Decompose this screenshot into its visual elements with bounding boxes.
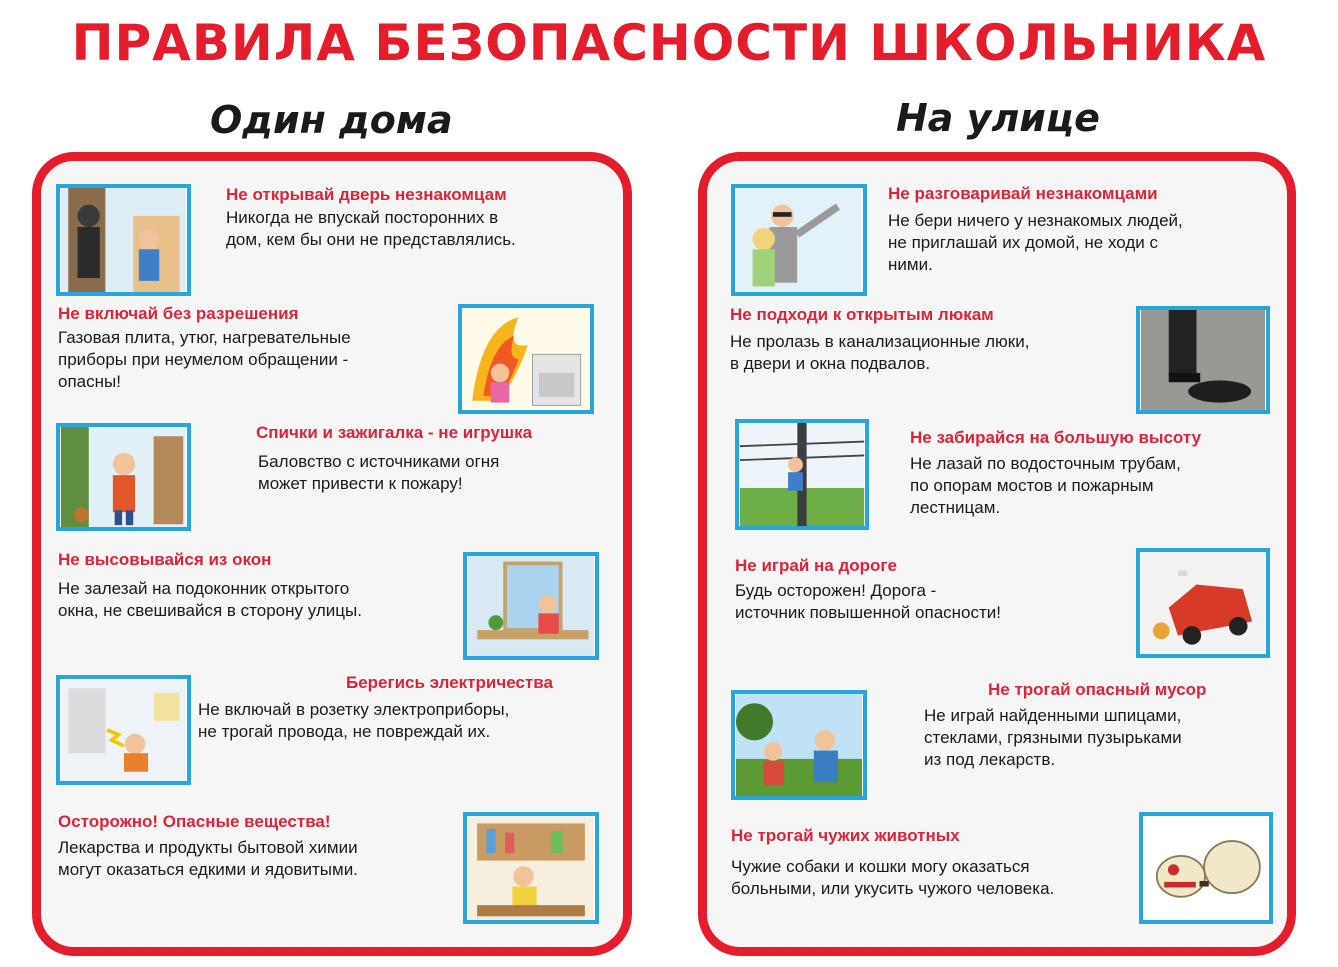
rule-text: Не играй найденными шпицами, стеклами, грязными пузырьками из под лекарств. [924,706,1182,769]
rule-title: Осторожно! Опасные вещества! [58,812,331,831]
stranger-street-icon [731,184,867,296]
page-title: ПРАВИЛА БЕЗОПАСНОСТИ ШКОЛЬНИКА [71,14,1267,72]
rule-title: Не разговаривай незнакомцами [888,184,1158,203]
rule-text: Не пролазь в канализационные люки, в двери и окна подвалов. [730,332,1030,373]
home-column-heading: Один дома [210,98,453,142]
climbing-pole-icon [735,419,869,530]
rule-title: Не трогай чужих животных [731,826,960,845]
electric-shock-icon [56,675,191,785]
rule-text: Не включай в розетку электроприборы, не трогай провода, не повреждай их. [198,700,510,741]
rule-text: Газовая плита, утюг, нагревательные приборы при неумелом обращении - опасны! [58,328,351,391]
rule-title: Не открывай дверь незнакомцам [226,185,507,204]
open-manhole-icon [1136,306,1270,414]
rule-title: Не высовывайся из окон [58,550,272,569]
rule-title: Спички и зажигалка - не игрушка [256,423,533,442]
rule-text: Чужие собаки и кошки могу оказаться больными, или укусить чужого человека. [731,857,1055,898]
medicine-cabinet-icon [463,812,599,924]
car-accident-icon [1136,548,1270,658]
rule-title: Не включай без разрешения [58,304,299,323]
rule-text: Не бери ничего у незнакомых людей, не приглашай их домой, не ходи с ними. [888,211,1183,274]
rule-title: Не играй на дороге [735,556,897,575]
dangerous-trash-icon [731,690,867,800]
rule-title: Не подходи к открытым люкам [730,305,994,324]
angry-dog-icon [1139,812,1273,924]
rule-title: Берегись электричества [346,673,553,692]
rule-text: Лекарства и продукты бытовой химии могут оказаться едкими и ядовитыми. [58,838,358,879]
rule-text: Будь осторожен! Дорога - источник повышенной опасности! [735,581,1001,622]
matches-fire-icon [56,423,191,531]
stranger-at-door-icon [56,184,191,296]
rule-text: Не лазай по водосточным трубам, по опорам мостов и пожарным лестницам. [910,454,1181,517]
rule-title: Не трогай опасный мусор [988,680,1207,699]
rule-text: Не залезай на подоконник открытого окна, не свешивайся в сторону улицы. [58,579,362,620]
rule-text: Никогда не впускай посторонних в дом, кем бы они не представлялись. [226,208,516,249]
rule-title: Не забирайся на большую высоту [910,428,1202,447]
stove-fire-icon [458,304,594,414]
rule-text: Баловство с источниками огня может привести к пожару! [258,452,500,493]
open-window-icon [463,552,599,660]
street-column-heading: На улице [896,96,1100,140]
